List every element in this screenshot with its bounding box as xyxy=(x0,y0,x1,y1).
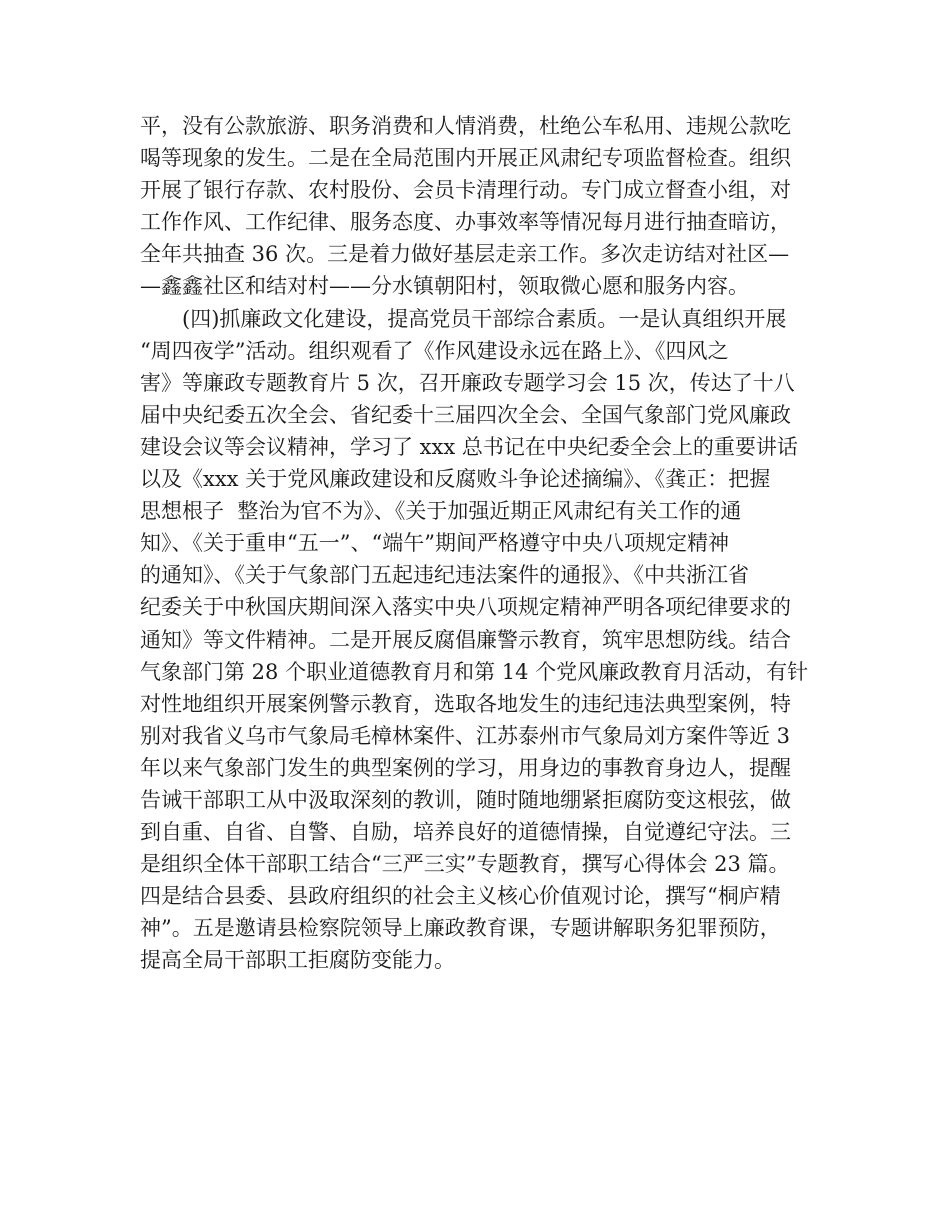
text-line: 平，没有公款旅游、职务消费和人情消费，杜绝公车私用、违规公款吃 xyxy=(140,114,791,138)
text-line: 喝等现象的发生。二是在全局范围内开展正风肃纪专项监督检查。组织 xyxy=(140,146,791,171)
text-line: 神”。五是邀请县检察院领导上廉政教育课，专题讲解职务犯罪预防， xyxy=(140,916,781,941)
text-line: 气象部门第 28 个职业道德教育月和第 14 个党风廉政教育月活动，有针 xyxy=(140,659,809,684)
text-line: 通知》等文件精神。二是开展反腐倡廉警示教育，筑牢思想防线。结合 xyxy=(140,627,791,652)
text-line: 是组织全体干部职工结合“三严三实”专题教育，撰写心得体会 23 篇。 xyxy=(140,852,790,877)
text-line: 别对我省义乌市气象局毛樟林案件、江苏泰州市气象局刘方案件等近 3 xyxy=(140,723,791,748)
text-line: 提高全局干部职工拒腐防变能力。 xyxy=(140,948,455,973)
text-line: 全年共抽查 36 次。三是着力做好基层走亲工作。多次走访结对社区— xyxy=(140,242,790,267)
text-line: 工作作风、工作纪律、服务态度、办事效率等情况每月进行抽查暗访， xyxy=(140,210,791,235)
document-body xyxy=(140,110,820,977)
text-line: 告诫干部职工从中汲取深刻的教训，随时随地绷紧拒腐防变这根弦，做 xyxy=(140,787,791,812)
text-line: 四是结合县委、县政府组织的社会主义核心价值观讨论，撰写“桐庐精 xyxy=(140,884,781,909)
text-line: 的通知》、《关于气象部门五起违纪违法案件的通报》、《中共浙江省 xyxy=(140,563,749,588)
text-line: 以及《xxx 关于党风廉政建设和反腐败斗争论述摘编》、《龚正：把握 xyxy=(140,467,771,492)
text-line: 对性地组织开展案例警示教育，选取各地发生的违纪违法典型案例，特 xyxy=(140,691,791,716)
paragraph-discipline-inspection xyxy=(140,110,820,303)
text-line: 建设会议等会议精神，学习了 xxx 总书记在中央纪委全会上的重要讲话 xyxy=(140,434,798,459)
paragraph-integrity-culture xyxy=(140,303,820,977)
text-line: 届中央纪委五次全会、省纪委十三届四次全会、全国气象部门党风廉政 xyxy=(140,402,791,427)
text-line: 思想根子 整治为官不为》、《关于加强近期正风肃纪有关工作的通 xyxy=(140,499,742,524)
text-line: —鑫鑫社区和结对村——分水镇朝阳村，领取微心愿和服务内容。 xyxy=(140,274,749,299)
text-line: 知》、《关于重申“五一”、“端午”期间严格遵守中央八项规定精神 xyxy=(140,531,729,556)
text-line: “周四夜学”活动。组织观看了《作风建设永远在路上》、《四风之 xyxy=(140,338,729,363)
text-line: 纪委关于中秋国庆期间深入落实中央八项规定精神严明各项纪律要求的 xyxy=(140,595,791,620)
text-line: 开展了银行存款、农村股份、会员卡清理行动。专门成立督查小组，对 xyxy=(140,178,791,203)
text-line: 年以来气象部门发生的典型案例的学习，用身边的事教育身边人，提醒 xyxy=(140,755,791,780)
text-line: 到自重、自省、自警、自励，培养良好的道德情操，自觉遵纪守法。三 xyxy=(140,820,791,845)
text-line: (四)抓廉政文化建设，提高党员干部综合素质。一是认真组织开展 xyxy=(182,306,787,331)
text-line: 害》等廉政专题教育片 5 次，召开廉政专题学习会 15 次，传达了十八 xyxy=(140,370,795,395)
